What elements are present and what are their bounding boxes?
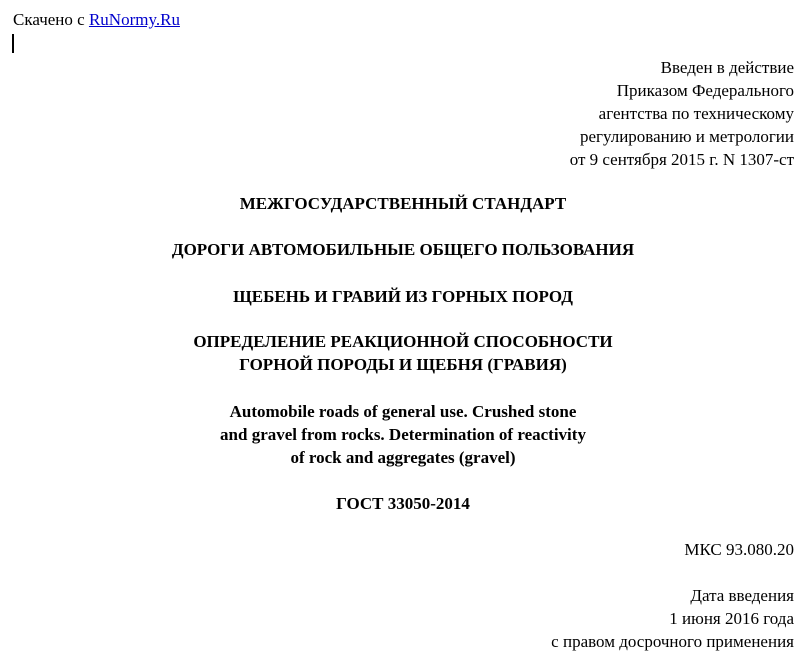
standard-subgroup [0,285,799,308]
standard-group [0,238,799,261]
standard-subgroup-text: ЩЕБЕНЬ И ГРАВИЙ ИЗ ГОРНЫХ ПОРОД [233,287,573,306]
english-title [0,400,799,469]
approval-line: регулированию и метрологии [579,127,794,146]
introduction-line: Дата введения [690,586,794,605]
standard-type [0,192,799,215]
standard-designation [0,492,799,515]
english-title-line: of rock and aggregates (gravel) [290,448,516,467]
approval-line: от 9 сентября 2015 г. N 1307-ст [569,150,794,169]
standard-type-text: МЕЖГОСУДАРСТВЕННЫЙ СТАНДАРТ [239,194,567,213]
standard-title-line: ГОРНОЙ ПОРОДЫ И ЩЕБНЯ (ГРАВИЯ) [239,355,567,374]
introduction-line: 1 июня 2016 года [669,609,794,628]
english-title-line: and gravel from rocks. Determination of reactivity [220,425,586,444]
introduction-date-block [551,584,794,653]
english-title-line: Automobile roads of general use. Crushed stone [229,402,577,421]
source-line [13,9,180,31]
standard-designation-text: ГОСТ 33050-2014 [336,494,470,513]
standard-title [0,330,799,376]
source-prefix: Скачено с [13,10,89,29]
text-cursor [12,34,14,53]
approval-line: агентства по техническому [598,104,794,123]
introduction-line: с правом досрочного применения [551,632,794,651]
standard-title-line: ОПРЕДЕЛЕНИЕ РЕАКЦИОННОЙ СПОСОБНОСТИ [193,332,613,351]
approval-block [570,56,794,171]
standard-group-text: ДОРОГИ АВТОМОБИЛЬНЫЕ ОБЩЕГО ПОЛЬЗОВАНИЯ [171,240,635,259]
approval-line: Приказом Федерального [616,81,794,100]
source-link[interactable]: RuNormy.Ru [88,10,180,29]
approval-line: Введен в действие [660,58,794,77]
mks-code: МКС 93.080.20 [684,540,794,559]
